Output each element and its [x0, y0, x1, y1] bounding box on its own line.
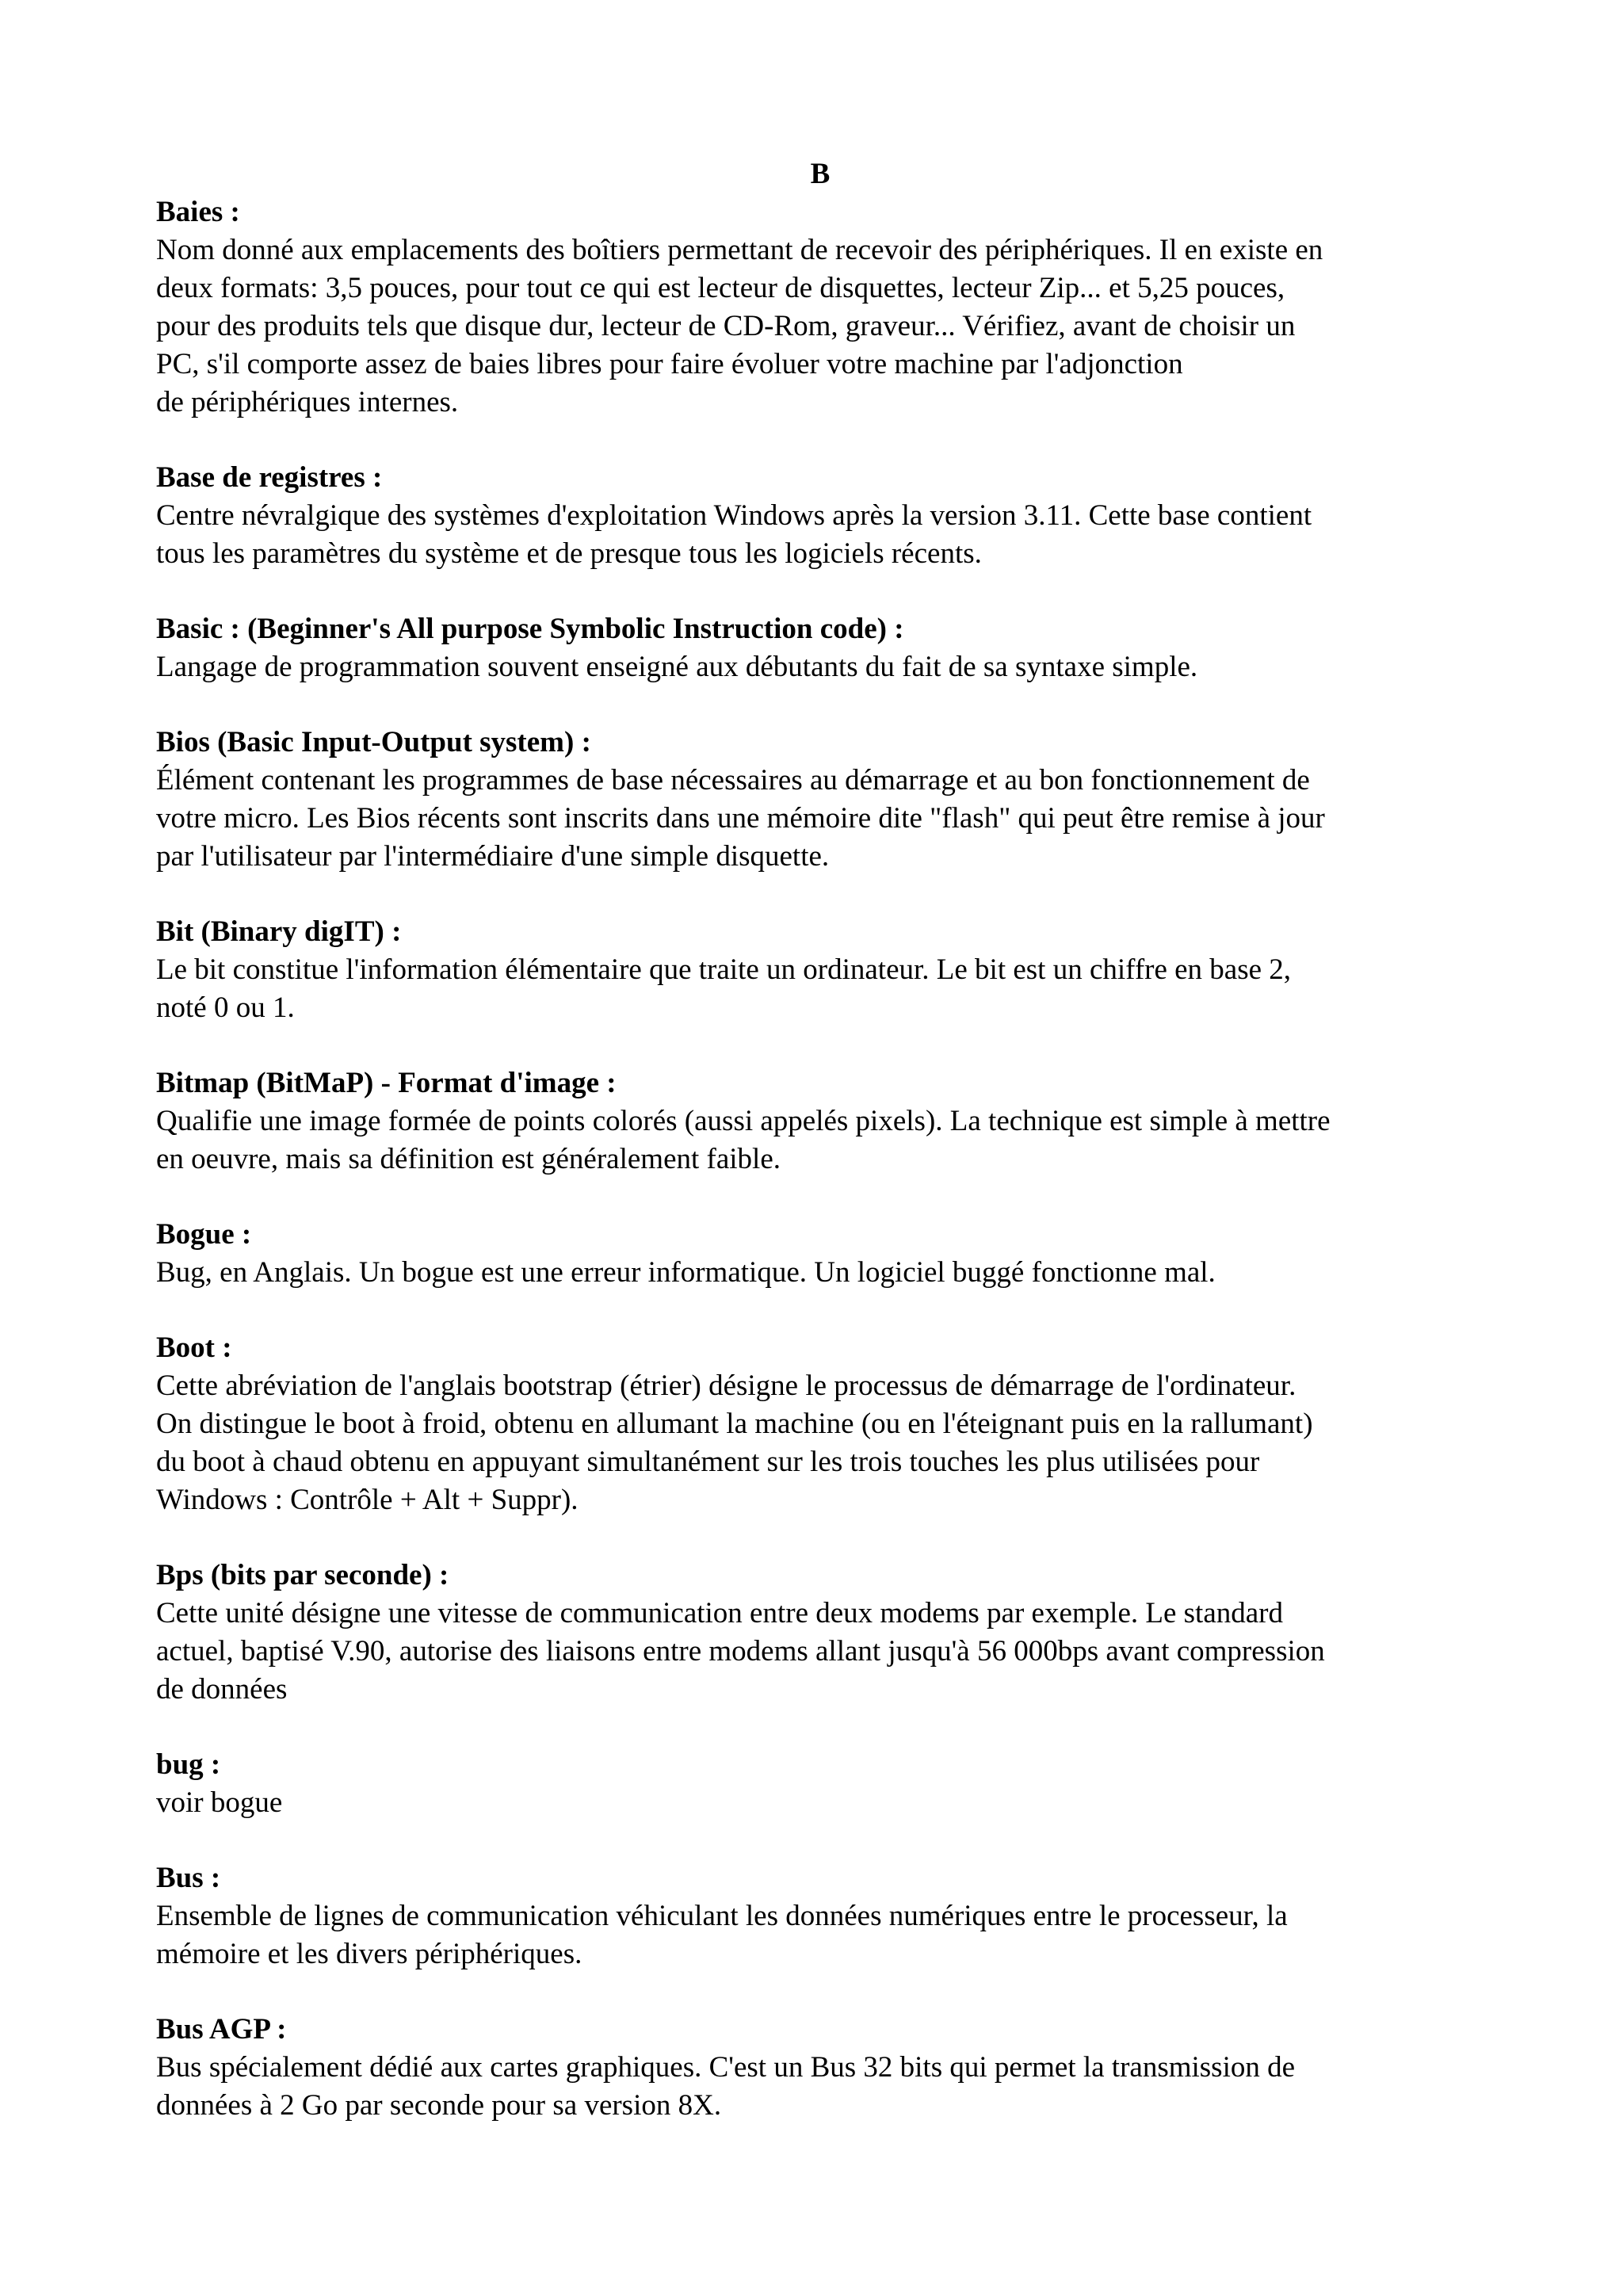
glossary-definition [156, 951, 1503, 1027]
definition-line: de données [156, 1673, 288, 1706]
definition-line: pour des produits tels que disque dur, lecteur de CD-Rom, graveur... Vérifiez, avant de choisir un [156, 310, 1296, 342]
definition-line: Ensemble de lignes de communication véhiculant les données numériques entre le processeur, la [156, 1900, 1288, 1932]
definition-line: Nom donné aux emplacements des boîtiers permettant de recevoir des périphériques. Il en existe en [156, 234, 1323, 266]
definition-line: de périphériques internes. [156, 386, 459, 418]
glossary-term: Base de registres : [156, 461, 383, 494]
definition-line: en oeuvre, mais sa définition est généralement faible. [156, 1143, 781, 1175]
definition-line: votre micro. Les Bios récents sont inscrits dans une mémoire dite "flash" qui peut être remise à jour [156, 802, 1325, 835]
definition-line: PC, s'il comporte assez de baies libres pour faire évoluer votre machine par l'adjonction [156, 348, 1183, 380]
definition-line: Qualifie une image formée de points colorés (aussi appelés pixels). La technique est simple à mettre [156, 1105, 1331, 1137]
glossary-entry [156, 610, 1503, 686]
definition-line: Langage de programmation souvent enseigné aux débutants du fait de sa syntaxe simple. [156, 651, 1198, 683]
definition-line: Bus spécialement dédié aux cartes graphiques. C'est un Bus 32 bits qui permet la transmission de [156, 2051, 1296, 2084]
glossary-term: Bit (Binary digIT) : [156, 915, 402, 948]
glossary-term: bug : [156, 1748, 221, 1781]
definition-line: Centre névralgique des systèmes d'exploitation Windows après la version 3.11. Cette base contient [156, 499, 1312, 532]
definition-line: actuel, baptisé V.90, autorise des liaisons entre modems allant jusqu'à 56 000bps avant compression [156, 1635, 1325, 1668]
glossary-entry [156, 459, 1503, 573]
glossary-entry [156, 1859, 1503, 1973]
definition-line: Élément contenant les programmes de base nécessaires au démarrage et au bon fonctionnement de [156, 764, 1310, 797]
glossary-entry [156, 913, 1503, 1027]
glossary-term: Bios (Basic Input-Output system) : [156, 726, 591, 758]
glossary-term: Bogue : [156, 1218, 252, 1251]
definition-line: par l'utilisateur par l'intermédiaire d'une simple disquette. [156, 840, 830, 873]
glossary-term: Bus AGP : [156, 2013, 287, 2046]
glossary-definition [156, 1102, 1503, 1179]
glossary-entries [156, 193, 1503, 2162]
glossary-entry [156, 1329, 1503, 1519]
definition-line: Cette unité désigne une vitesse de communication entre deux modems par exemple. Le standard [156, 1597, 1283, 1629]
definition-line: Windows : Contrôle + Alt + Suppr). [156, 1484, 579, 1516]
definition-line: noté 0 ou 1. [156, 991, 295, 1024]
glossary-definition [156, 1897, 1503, 1973]
definition-line: voir bogue [156, 1786, 283, 1819]
glossary-term: Boot : [156, 1331, 232, 1364]
definition-line: données à 2 Go par seconde pour sa version 8X. [156, 2089, 722, 2122]
glossary-term: Bus : [156, 1862, 221, 1894]
glossary-term: Bitmap (BitMaP) - Format d'image : [156, 1067, 617, 1099]
glossary-definition [156, 1595, 1503, 1709]
glossary-entry [156, 1216, 1503, 1292]
glossary-entry [156, 193, 1503, 422]
section-letter-heading: B [810, 158, 831, 190]
definition-line: deux formats: 3,5 pouces, pour tout ce qui est lecteur de disquettes, lecteur Zip... et 5,25 pouces, [156, 272, 1285, 304]
glossary-entry [156, 1557, 1503, 1709]
definition-line: Cette abréviation de l'anglais bootstrap (étrier) désigne le processus de démarrage de l'ordinateur. [156, 1370, 1296, 1402]
glossary-definition [156, 762, 1503, 876]
glossary-entry [156, 1064, 1503, 1179]
glossary-term: Baies : [156, 196, 240, 228]
glossary-entry [156, 1746, 1503, 1822]
glossary-definition [156, 1784, 1503, 1822]
glossary-definition [156, 231, 1503, 422]
glossary-definition [156, 1254, 1503, 1292]
glossary-entry [156, 724, 1503, 876]
definition-line: Bug, en Anglais. Un bogue est une erreur informatique. Un logiciel buggé fonctionne mal. [156, 1256, 1216, 1289]
definition-line: tous les paramètres du système et de presque tous les logiciels récents. [156, 537, 982, 570]
definition-line: Le bit constitue l'information élémentaire que traite un ordinateur. Le bit est un chiffre en base 2, [156, 953, 1292, 986]
glossary-definition [156, 497, 1503, 573]
glossary-term: Basic : (Beginner's All purpose Symbolic Instruction code) : [156, 613, 904, 645]
glossary-entry [156, 2011, 1503, 2125]
glossary-definition [156, 1367, 1503, 1519]
glossary-term: Bps (bits par seconde) : [156, 1559, 449, 1591]
definition-line: On distingue le boot à froid, obtenu en allumant la machine (ou en l'éteignant puis en la rallumant) [156, 1408, 1313, 1440]
glossary-definition [156, 648, 1503, 686]
definition-line: mémoire et les divers périphériques. [156, 1938, 582, 1970]
definition-line: du boot à chaud obtenu en appuyant simultanément sur les trois touches les plus utilisées pour [156, 1446, 1260, 1478]
glossary-definition [156, 2049, 1503, 2125]
